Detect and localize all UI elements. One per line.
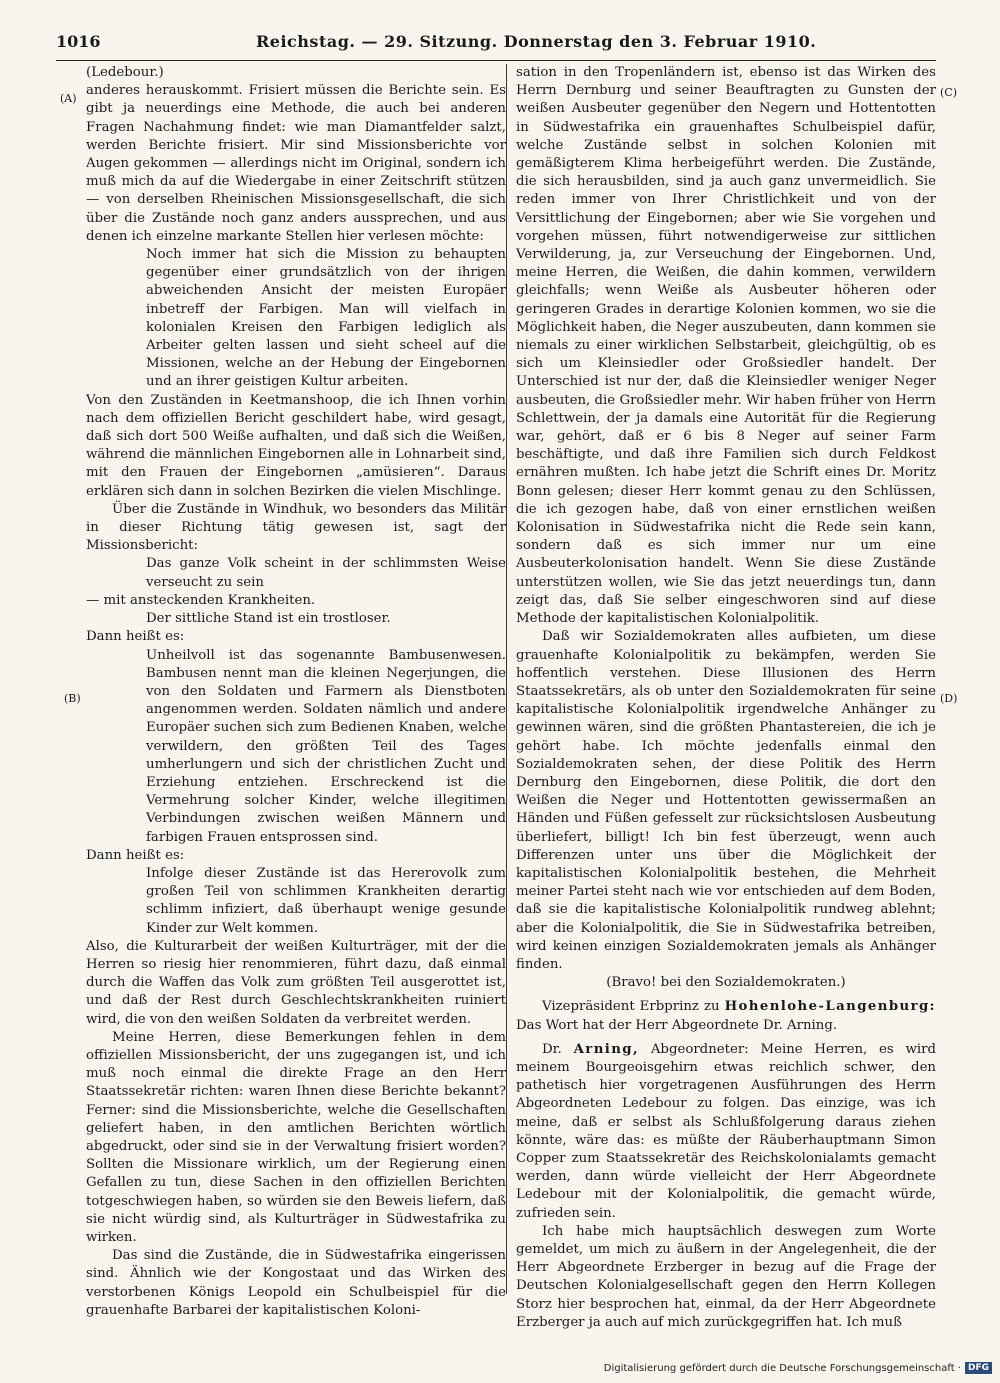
speaker-reference: (Ledebour.) xyxy=(86,65,164,80)
quotation: Der sittliche Stand ist ein trostloser. xyxy=(146,611,391,627)
header-rule xyxy=(56,60,936,61)
speaker-title: Dr. xyxy=(542,1041,562,1057)
paragraph: Also, die Kulturarbeit der weißen Kulturträger, mit der die Herren so riesig hier renommieren, führt dazu, daß einmal durch die Waffen das Volk zum größten Teil ausgerottet ist, und daß der Rest durch Geschlechtskrankheiten ruiniert wird, die von den weißen Soldaten da verbreitet werden. xyxy=(86,938,506,1027)
margin-marker-d: (D) xyxy=(940,692,958,705)
left-column xyxy=(86,64,506,1320)
quotation: Das ganze Volk scheint in der schlimmsten Weise verseucht zu sein xyxy=(146,556,506,590)
footer-text: Digitalisierung gefördert durch die Deutsche Forschungsgemeinschaft · xyxy=(603,1362,961,1374)
paragraph: anderes herauskommt. Frisiert müssen die Berichte sein. Es gibt ja neuerdings eine Methode, die auch bei anderen Fragen Nachahmung findet: wie man Diamantfelder salzt, werden Berichte frisiert. Mir sind Missionsberichte vor Augen gekommen — allerdings nicht im Original, sondern ich muß mich da auf die Wiedergabe in einer Zeitschrift stützen — von derselben Rheinischen Missionsgesellschaft, die sich über die Zustände noch ganz anders aussprechen, und aus denen ich einzelne markante Stellen hier verlesen möchte: xyxy=(86,83,506,244)
president-announcement xyxy=(516,998,936,1034)
paragraph: Von den Zuständen in Keetmanshoop, die ich Ihnen vorhin nach dem offiziellen Bericht geschildert habe, wird gesagt, daß sich dort 500 Weiße aufhalten, und daß sich die Weißen, während die männlichen Eingebornen alle in Lohnarbeit sind, mit den Frauen der Eingebornen „amüsieren“. Daraus erklären sich dann in solchen Bezirken die vielen Mischlinge. xyxy=(86,392,506,499)
margin-marker-a: (A) xyxy=(60,92,77,105)
paragraph: Meine Herren, diese Bemerkungen fehlen in dem offiziellen Missionsbericht, der uns zugegangen ist, und ich muß noch einmal die direkte Frage an den Herr Staatssekretär richten: waren Ihnen diese Berichte bekannt? Ferner: sind die Missionsberichte, welche die Gesellschaften geliefert haben, in den amtlichen Berichten wörtlich abgedruckt, oder sind sie in der Verwaltung frisiert worden? Sollten die Missionare wirklich, um der Regierung einen Gefallen zu tun, diese Sachen in den offiziellen Berichten totgeschwiegen haben, so würden sie den Beweis liefern, daß sie nicht würdig sind, als Kulturträger in Südwestafrika zu wirken. xyxy=(86,1029,506,1245)
applause-note: (Bravo! bei den Sozialdemokraten.) xyxy=(606,975,846,991)
margin-marker-b: (B) xyxy=(64,692,81,705)
dfg-logo: DFG xyxy=(965,1362,992,1374)
interjection: — mit ansteckenden Krankheiten. xyxy=(86,592,316,608)
quotation: Infolge dieser Zustände ist das Hererovolk zum großen Teil von schlimmen Krankheiten derartig schlimm infiziert, daß überhaupt wenige gesunde Kinder zur Welt kommen. xyxy=(146,865,506,936)
paragraph: sation in den Tropenländern ist, ebenso ist das Wirken des Herrn Dernburg und seiner Beauftragten zu Gunsten der weißen Ausbeuter gegenüber den Negern und Hottentotten in Südwestafrika ein grauenhaftes Schulbeispiel dafür, welche Zustände selbst in solchen Kolonien mit gemäßigterem Klima herbeigeführt werden. Die Zustände, die sich herausbilden, sind ja auch ganz unvermeidlich. Sie reden immer von Ihrer Christlichkeit und von der Versittlichung der Eingebornen; aber wie Sie vorgehen und vorgehen müssen, führt notwendigerweise zur sittlichen Verwilderung, ja, zur Verseuchung der Eingebornen. Und, meine Herren, die Weißen, die dahin kommen, verwildern gleichfalls; wenn Weiße als Ausbeuter höheren oder geringeren Grades in derartige Kolonien kommen, wo sie die Möglichkeit haben, die Neger auszubeuten, dann kommen sie niemals zu einer wirklichen Selbstarbeit, gleichgültig, ob es sich um Kleinsiedler oder Großsiedler handelt. Der Unterschied ist nur der, daß die Kleinsiedler weniger Neger ausbeuten, die Großsiedler mehr. Wir haben früher von Herrn Schlettwein, der ja damals eine Autorität für die Regierung war, gehört, daß er 6 bis 8 Neger auf seiner Farm beschäftigte, und daß ihre Familien sich durch Feldkost ernähren mußten. Ich habe jetzt die Schrift eines Dr. Moritz Bonn gelesen; dieser Herr kommt genau zu den Schlüssen, die ich gezogen habe, daß von einer ernstlichen weißen Kolonisation in Südwestafrika nicht die Rede sein kann, sondern daß es sich immer nur um eine Ausbeuterkolonisation handelt. Wenn Sie diese Zustände unterstützen wollen, wie Sie das jetzt neuerdings tun, dann zeigt das, daß Sie selber eingeschworen sind auf diese Methode der kapitalistischen Kolonialpolitik. xyxy=(516,65,936,627)
running-title: Reichstag. — 29. Sitzung. Donnerstag den 3. Februar 1910. xyxy=(256,32,817,51)
president-statement: Das Wort hat der Herr Abgeordnete Dr. Arning. xyxy=(516,1017,838,1033)
column-divider xyxy=(506,64,507,1294)
page-header xyxy=(56,32,936,56)
president-title: Vizepräsident Erbprinz zu xyxy=(542,999,720,1015)
paragraph: Ich habe mich hauptsächlich deswegen zum Worte gemeldet, um mich zu äußern in der Angelegenheit, die der Herr Abgeordnete Erzberger in bezug auf die Frage der Deutschen Kolonialgesellschaft gegen den Herrn Kollegen Storz hier besprochen hat, einmal, da der Herr Abgeordnete Erzberger ja auch auf mich zurückgegriffen hat. Ich muß xyxy=(516,1223,936,1330)
quotation: Unheilvoll ist das sogenannte Bambusenwesen. Bambusen nennt man die kleinen Negerjungen, die von den Soldaten und Farmern als Dienstboten angenommen werden. Soldaten nämlich und andere Europäer suchen sich zum Bedienen Knaben, welche verwildern, den größten Teil des Tages umherlungern und sich der christlichen Zucht und Erziehung entziehen. Erschreckend ist die Vermehrung solcher Kinder, welche illegitimen Verbindungen zwischen weißen Männern und farbigen Frauen entsprossen sind. xyxy=(146,647,506,845)
paragraph: Über die Zustände in Windhuk, wo besonders das Militär in dieser Richtung tätig gewesen ist, sagt der Missionsbericht: xyxy=(86,501,506,554)
paragraph: Dann heißt es: xyxy=(86,629,185,645)
paragraph: Daß wir Sozialdemokraten alles aufbieten, um diese grauenhafte Kolonialpolitik zu bekämpfen, werden Sie hoffentlich verstehen. Diese Illusionen des Herrn Staatssekretärs, als ob unter den Sozialdemokraten für seine kapitalistische Kolonialpolitik irgendwelche Anhänger zu gewinnen wären, sind die größten Phantastereien, die ich je gehört habe. Ich möchte jedenfalls einmal den Sozialdemokraten sehen, der diese Politik des Herrn Dernburg den Eingebornen, diese Politik, die dort den Weißen die Neger und Hottentotten gewissermaßen an Händen und Füßen gefesselt zur rücksichtslosen Ausbeutung überliefert, billigt! Ich bin fest überzeugt, wenn auch Differenzen unter uns über die Möglichkeit der kapitalistischen Kolonialpolitik bestehen, die Mehrheit meiner Partei steht nach wie vor entschieden auf dem Boden, daß sie die kapitalistische Kolonialpolitik rundweg ablehnt; aber die Kolonialpolitik, die Sie in Südwestafrika betreiben, wird keinen einzigen Sozialdemokraten jemals als Anhänger finden. xyxy=(516,629,936,972)
speech-opening xyxy=(516,1041,936,1223)
president-name: Hohenlohe-Langenburg: xyxy=(724,999,936,1015)
paragraph: Dann heißt es: xyxy=(86,847,185,863)
margin-marker-c: (C) xyxy=(940,86,957,99)
page-number: 1016 xyxy=(56,32,101,51)
digitization-footer xyxy=(604,1362,992,1374)
quotation: Noch immer hat sich die Mission zu behaupten gegenüber einer grundsätzlich von der ihrigen abweichenden Ansicht der meisten Europäer inbetreff der Farbigen. Man will vielfach in kolonialen Kreisen den Farbigen lediglich als Arbeiter gelten lassen und sieht scheel auf die Missionen, welche an der Hebung der Eingebornen und an ihrer geistigen Kultur arbeiten. xyxy=(146,247,506,390)
right-column xyxy=(516,64,936,1332)
speaker-name: Arning, xyxy=(573,1041,640,1057)
paragraph: Das sind die Zustände, die in Südwestafrika eingerissen sind. Ähnlich wie der Kongostaat und das Wirken des verstorbenen Königs Leopold ein Schulbeispiel für die grauenhafte Barbarei der kapitalistischen Koloni- xyxy=(86,1248,506,1318)
speech-text: Abgeordneter: Meine Herren, es wird meinem Bourgeoisgehirn etwas reichlich schwer, den pathetisch hier vorgetragenen Ausführungen des Herrn Abgeordneten Ledebour zu folgen. Das einzige, was ich meine, daß er selbst als Schlußfolgerung daraus ziehen könnte, wäre das: es müßte der Räuberhauptmann Simon Copper zum Staatssekretär des Reichskolonialamts gemacht werden, dann würde vielleicht der Herr Abgeordnete Ledebour mit der Kolonialpolitik, die gemacht würde, zufrieden sein. xyxy=(516,1041,937,1221)
